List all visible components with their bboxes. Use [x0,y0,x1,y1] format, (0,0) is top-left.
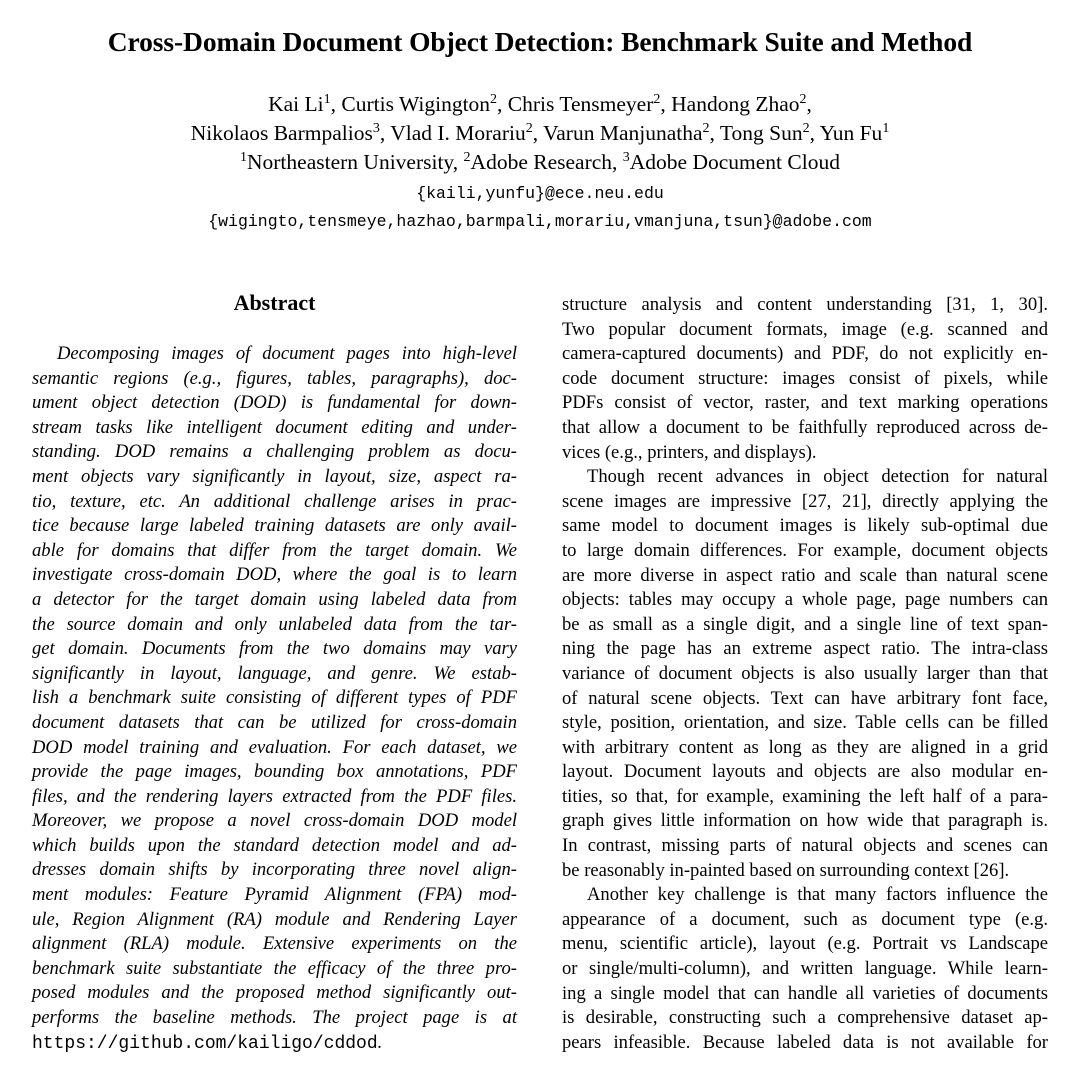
abstract-line: standing. DOD remains a challenging problem as docu- [32,441,517,463]
author-name: Varun Manjunatha [543,121,703,145]
author-affiliation-marker: 2 [802,121,810,136]
abstract-line: ment objects vary significantly in layout, size, aspect ra- [32,465,517,487]
intro-line: with arbitrary content as long as they are aligned in a grid [562,736,1048,758]
abstract-line: provide the page images, bounding box annotations, PDF [32,761,517,783]
abstract-line: dresses domain shifts by incorporating three novel align- [32,859,517,881]
email-line-1: {kaili,yunfu}@ece.neu.edu [416,184,664,203]
abstract-line: a detector for the target domain using labeled data from [32,588,517,610]
intro-line: layout. Document layouts and objects are also modular en- [562,761,1048,783]
author-separator: , [330,92,342,116]
author-name: Vlad I. Morariu [390,121,526,145]
author-name: Kai Li [268,92,324,116]
abstract-line: able for domains that differ from the target domain. We [32,539,517,561]
abstract-line: DOD model training and evaluation. For each dataset, we [32,736,517,758]
intro-line: be reasonably in-painted based on surrounding context [26]. [562,859,1010,881]
abstract-line: which builds upon the standard detection model and ad- [32,834,517,856]
intro-paragraph [562,883,1048,1055]
author-line-2 [0,119,1080,148]
abstract-line: document datasets that can be utilized for cross-domain [32,711,517,733]
author-separator: , [709,121,720,145]
intro-line: be as small as a single digit, and a single line of text span- [562,613,1048,635]
abstract-line: stream tasks like intelligent document editing and under- [32,416,517,438]
author-name: Chris Tensmeyer [507,92,654,116]
email-line-2: {wigingto,tensmeye,hazhao,barmpali,morariu,vmanjuna,tsun}@adobe.com [208,212,872,231]
intro-line: to large domain differences. For example, document objects [562,539,1048,561]
author-name: Handong Zhao [671,92,800,116]
abstract-line: performs the baseline methods. The project page is at [32,1007,517,1029]
intro-line: ning the page has an extreme aspect ratio. The intra-class [562,638,1048,660]
intro-line: style, position, orientation, and size. Table cells can be filled [562,712,1048,734]
abstract-line: get domain. Documents from the two domains may vary [32,638,517,660]
affiliation-name: Adobe Document Cloud [629,150,840,174]
intro-line: vices (e.g., printers, and displays). [562,441,817,463]
author-separator: , [660,92,672,116]
author-affiliation-marker: 2 [799,92,807,107]
intro-line: variance of document objects is also usually larger than that [562,662,1048,684]
paper-title: Cross-Domain Document Object Detection: Benchmark Suite and Method [107,26,973,58]
author-affiliation-marker: 2 [490,92,498,107]
intro-line: code document structure: images consist of pixels, while [562,367,1048,389]
abstract-line: posed modules and the proposed method significantly out- [32,982,517,1004]
intro-line: ing a single model that can handle all varieties of documents [562,982,1048,1004]
affiliation-line [0,148,1080,177]
affiliation-marker: 3 [622,150,630,165]
abstract-line: Decomposing images of document pages into high-level [57,343,517,364]
intro-line: Another key challenge is that many factors influence the [587,884,1048,906]
intro-line: structure analysis and content understanding [31, 1, 30]. [562,294,1048,315]
author-name: Curtis Wigington [341,92,491,116]
abstract-line: benchmark suite substantiate the efficacy of the three pro- [32,957,517,979]
intro-line: camera-captured documents) and PDF, do not explicitly en- [562,343,1048,365]
author-affiliation-marker: 1 [882,121,890,136]
intro-line: tities, so that, for example, examining the left half of a para- [562,785,1048,807]
email-block [0,180,1080,236]
abstract-line: ument object detection (DOD) is fundamental for down- [32,392,517,414]
author-line-1 [0,90,1080,119]
intro-line: menu, scientific article), layout (e.g. Portrait vs Landscape [562,933,1048,955]
author-block [0,90,1080,177]
author-name: Yun Fu [819,121,883,145]
abstract-line: ule, Region Alignment (RA) module and Rendering Layer [32,908,517,930]
affiliation-name: Northeastern University, [247,150,464,174]
author-separator: , [497,92,508,116]
intro-line: objects: tables may occupy a whole page, page numbers can [562,589,1048,611]
abstract-line: Moreover, we propose a novel cross-domain DOD model [32,810,517,832]
abstract-body [32,342,517,1056]
abstract-line: semantic regions (e.g., figures, tables, paragraphs), doc- [32,367,517,389]
abstract-line: lish a benchmark suite consisting of different types of PDF [32,687,517,709]
affiliation-name: Adobe Research, [470,150,623,174]
author-name: Tong Sun [719,121,803,145]
intro-line: PDFs consist of vector, raster, and text marking operations [562,392,1048,414]
intro-line: same model to document images is likely sub-optimal due [562,515,1048,537]
abstract-heading: Abstract [233,290,316,315]
abstract-line: files, and the rendering layers extracted from the PDF files. [32,785,517,807]
intro-line: that allow a document to be faithfully reproduced across de- [562,416,1048,438]
intro-paragraph [562,293,1048,465]
intro-paragraph [562,465,1048,883]
abstract-line: investigate cross-domain DOD, where the goal is to learn [32,564,517,586]
intro-line: are more diverse in aspect ratio and scale than natural scene [562,564,1048,586]
intro-line: In contrast, missing parts of natural objects and scenes can [562,835,1048,857]
abstract-end: . [377,1031,383,1053]
intro-line: appearance of a document, such as document type (e.g. [562,908,1048,930]
intro-line: scene images are impressive [27, 21], directly applying the [562,490,1048,512]
intro-line: of natural scene objects. Text can have arbitrary font face, [562,687,1048,709]
author-affiliation-marker: 1 [323,92,331,107]
intro-line: is desirable, constructing such a comprehensive dataset ap- [562,1007,1048,1029]
author-affiliation-marker: 3 [372,121,380,136]
affiliation-marker: 1 [240,150,247,165]
author-separator: , [532,121,544,145]
intro-line: or single/multi-column), and written language. While learn- [562,958,1048,980]
author-separator: , [806,92,812,116]
abstract-line: the source domain and only unlabeled data from the tar- [32,613,517,635]
abstract-line: ment modules: Feature Pyramid Alignment (FPA) mod- [32,884,517,906]
author-name: Nikolaos Barmpalios [190,121,373,145]
author-affiliation-marker: 2 [525,121,533,136]
abstract-line: alignment (RLA) module. Extensive experiments on the [32,933,517,955]
author-affiliation-marker: 2 [702,121,710,136]
abstract-last-line [32,1031,517,1057]
intro-line: graph gives little information on how wide that paragraph is. [562,810,1048,832]
intro-column [562,293,1048,1055]
affiliation-marker: 2 [463,150,471,165]
intro-line: Though recent advances in object detection for natural [587,466,1048,488]
abstract-line: tice because large labeled training datasets are only avail- [32,515,517,537]
author-affiliation-marker: 2 [653,92,661,107]
project-url: https://github.com/kailigo/cddod [32,1033,378,1054]
intro-line: Two popular document formats, image (e.g. scanned and [562,318,1048,340]
author-separator: , [379,121,391,145]
author-separator: , [809,121,820,145]
abstract-line: significantly in layout, language, and genre. We estab- [32,662,517,684]
intro-line: pears infeasible. Because labeled data is not available for [562,1031,1048,1053]
abstract-line: tio, texture, etc. An additional challenge arises in prac- [32,490,517,512]
